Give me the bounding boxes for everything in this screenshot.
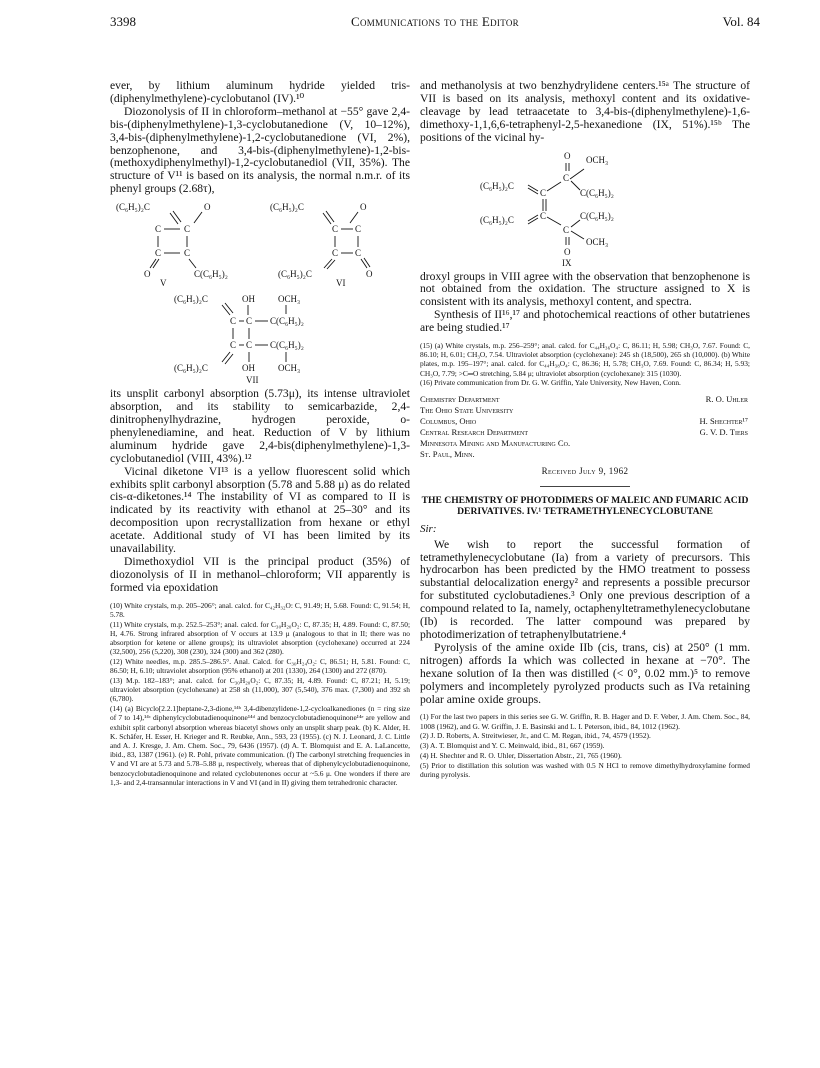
structure-label: C: [184, 248, 191, 259]
affiliation-line: Columbus, Ohio: [420, 415, 477, 426]
body-paragraph: droxyl groups in VIII agree with the observation that benzophenone is not obtained from the oxidation. The structure assigned to X is consistent with its analysis, methoxyl content, and spectra.: [420, 269, 750, 309]
affiliation-line: Chemistry Department: [420, 393, 500, 404]
affiliation-line: Central Research Department: [420, 426, 529, 437]
footnote: (16) Private communication from Dr. G. W. Griffin, Yale University, New Haven, Conn.: [420, 378, 681, 388]
body-paragraph: Synthesis of II¹⁶,¹⁷ and photochemical reactions of other butatrienes are being studied.¹⁷: [420, 308, 750, 335]
structure-label: OH: [242, 294, 255, 305]
footnote: (2) J. D. Roberts, A. Streitwieser, Jr., and C. M. Regan, ibid., 74, 4579 (1952).: [420, 731, 651, 741]
body-paragraph: Vicinal diketone VI¹³ is a yellow fluorescent solid which exhibits split carbonyl absorption (5.78 and 5.88 μ) as do related cis-α-diketones.¹⁴ The instability of VI as compared to II is indicated by its reactivity with ethanol at 25–30° and its decomposition upon recrystallization from hexane or ethyl acetate. Additional study of VI has been limited by its unavailability.: [110, 464, 410, 556]
structure-label: (C₆H₅)₂C: [480, 180, 514, 191]
page-number: 3398: [110, 14, 136, 29]
structure-label: OCH₃: [278, 294, 301, 305]
received-date: Received July 9, 1962: [541, 465, 629, 476]
right-column: [420, 80, 750, 780]
section-divider: [540, 486, 630, 487]
structure-label: OCH₃: [586, 154, 609, 165]
affiliation-line: Minnesota Mining and Manufacturing Co.: [420, 437, 571, 448]
structure-label: C: [563, 224, 570, 235]
footnote: (15) (a) White crystals, m.p. 256–259°; anal. calcd. for C₄₄H₃₆O₄: C, 86.11; H, 5.98; CH₃O, 7.67. Found: C, 86.10; H, 6.01; CH₃O, 7.54. Ultraviolet absorption (cyclohexane): 245 sh (18,500), 265 sh (10,000). (b) White plates, m.p. 195–197°; anal. calcd. for C₄₄H₃₈O₄: C, 86.36; H, 5.78; CH₃O, 7.69. Found: C, 86.34; H, 5.93; CH₃O, 7.79; >C═O stretching, 5.84 μ; ultraviolet absorption (cyclohexane): 315 (1030).: [420, 341, 750, 378]
footnote: (3) A. T. Blomquist and Y. C. Meinwald, ibid., 81, 667 (1959).: [420, 741, 605, 751]
structure-label: O: [564, 150, 571, 161]
affiliation-line: The Ohio State University: [420, 404, 514, 415]
structure-label: C: [184, 224, 191, 235]
structure-label: O: [144, 269, 151, 280]
structure-label: OCH₃: [278, 363, 301, 374]
structure-label: C: [155, 224, 162, 235]
structure-vii-diagram: [110, 292, 410, 384]
footnote: (14) (a) Bicyclo[2.2.1]heptane-2,3-dione,¹⁴ᵇ 3,4-dibenzylidene-1,2-cycloalkanediones (n = ring size of 7 to 14),¹⁴ᶜ diphenylcyclobutadienoquinone¹⁴ᵈ and benzocyclobutadienoquinone¹⁴ᵉ are yellow and exhibit split carbonyl absorption whereas biacetyl shows only an unsplit sharp peak. (b) K. Alder, H. K. Schäfer, H. Esser, H. Krieger and R. Reubke, Ann., 593, 23 (1955). (c) N. J. Leonard, J. C. Little and A. J. Kresge, J. Am. Chem. Soc., 79, 6436 (1957). (d) A. T. Blomquist and E. A. LaLancette, ibid., 83, 1387 (1961). (e) R. Pohl, private communication. (f) The carbonyl stretching frequencies in V and VI are at 5.73 and 5.78–5.88 μ, respectively, whereas that of diphenylcyclobutadienoquinone, benzocyclobutadienoquinone and related cyclobutenones occur at ~5.6 μ. One wonders if there are 1,3- and 2,4-transannular interactions in V and VI (and in II) giving them tetrahedronic character.: [110, 704, 410, 787]
affiliation-line: St. Paul, Minn.: [420, 448, 475, 459]
structure-label: C: [332, 224, 339, 235]
body-paragraph: Pyrolysis of the amine oxide IIb (cis, trans, cis) at 250° (1 mm. nitrogen) affords Ia which was collected in hexane at −70°. The hexane solution of Ia then was distilled (< 0°, 0.02 mm.)⁵ to remove polymers and incompletely pyrolyzed products such as IVa retaining polar amine oxide groups.: [420, 640, 750, 706]
structure-label: C(C₆H₅)₂: [194, 269, 228, 280]
footnote: (10) White crystals, m.p. 205–206°; anal. calcd. for C₄₂H₃₂O: C, 91.49; H, 5.68. Found: C, 91.54; H, 5.78.: [110, 600, 410, 619]
structure-v-vi-diagram: [110, 200, 410, 280]
body-paragraph: and methanolysis at two benzhydrylidene centers.¹⁵ᵃ The structure of VII is based on its analysis, methoxyl content and its oxidative-cleavage by lead tetraacetate to 3,4-bis-(diphenylmethylene)-1,6-dimethoxy-1,1,6,6-tetraphenyl-2,5-hexanedione (IX, 51%).¹⁵ᵇ The positions of the vicinal hy-: [420, 79, 750, 144]
footnote: (12) White needles, m.p. 285.5–286.5°. Anal. Calcd. for C₃₀H₂₄O₂: C, 86.51; H, 5.81. Found: C, 86.50; H, 6.10; ultraviolet absorption (95% ethanol) at 201 (1330), 264 (1300) and 272 (870).: [110, 657, 410, 676]
structure-label: C: [355, 248, 362, 259]
left-column: [110, 80, 410, 788]
footnote: (11) White crystals, m.p. 252.5–253°; anal. calcd. for C₃₀H₂₀O₂: C, 87.35; H, 4.89. Found: C, 87.50; H, 4.76. Strong infrared absorption of V occurs at 13.9 μ (analogous to that in II; there was no absorption for ketene or allene groups); its ultraviolet absorption (cyclohexane) occurred at 224 (32,500), 256 (5,220), 308 (230), 324 (300) and 362 (280).: [110, 619, 410, 657]
structure-label: O: [204, 202, 211, 213]
author-affiliation-block: [420, 394, 750, 460]
structure-label: (C₆H₅)₂C: [174, 363, 208, 374]
structure-label: C(C₆H₅)₂: [270, 340, 304, 351]
structure-label: (C₆H₅)₂C: [278, 269, 312, 280]
compound-label-vi: VI: [336, 278, 346, 289]
structure-label: C: [230, 340, 237, 351]
structure-label: C: [246, 340, 253, 351]
footnote: (4) H. Shechter and R. O. Uhler, Dissertation Abstr., 21, 765 (1960).: [420, 751, 622, 761]
structure-label: (C₆H₅)₂C: [270, 202, 304, 213]
footnote: (13) M.p. 182–183°; anal. calcd. for C₃₀H₂₀O₂: C, 87.35; H, 4.89. Found: C, 87.21; H, 5.19; ultraviolet absorption (cyclohexane) at 258 sh (11,000), 307 (5,540), 376 max. (7,300) and 392 sh (6,780).: [110, 676, 410, 704]
structure-label: C(C₆H₅)₂: [580, 187, 614, 198]
running-header: [110, 14, 760, 32]
body-paragraph: Dimethoxydiol VII is the principal product (35%) of diozonolysis of II in methanol–chloroform; VII apparently is formed via epoxidation: [110, 554, 410, 594]
body-paragraph: ever, by lithium aluminum hydride yielded tris-(diphenylmethylene)-cyclobutanol (IV).¹⁰: [110, 79, 410, 105]
article-title: THE CHEMISTRY OF PHOTODIMERS OF MALEIC AND FUMARIC ACID DERIVATIVES. IV.¹ TETRAMETHYLENECYCLOBUTANE: [421, 494, 749, 517]
salutation: Sir:: [420, 522, 437, 535]
author-name: H. Shechter¹⁷: [699, 415, 748, 426]
volume-number: Vol. 84: [722, 14, 760, 29]
structure-label: OCH₃: [586, 236, 609, 247]
structure-label: C: [332, 248, 339, 259]
body-paragraph: We wish to report the successful formation of tetramethylenecyclobutane (Ia) from a variety of precursors. This hydrocarbon has been predicted by the HMO treatment to possess substantial delocalization energy² and represents a possible precursor for substituted cyclobutadienes.³ Only one previous description of a compound related to Ia, namely, octaphenyltetramethylenecyclobutane (Ib) is recorded. The latter compound was prepared by photodimerization of tetraphenylbutatriene.⁴: [420, 537, 750, 642]
compound-label-vii: VII: [246, 375, 259, 385]
compound-label-ix: IX: [562, 257, 572, 267]
structure-v-vi-labels: [110, 278, 410, 288]
structure-label: C: [540, 210, 547, 221]
structure-label: C(C₆H₅)₂: [580, 210, 614, 221]
body-paragraph: its unsplit carbonyl absorption (5.73μ), its intense ultraviolet absorption, and its stability to semicarbazide, 2,4-dinitrophenylhydrazine, hydrogen peroxide, o-phenylenediamine, and heat. Reduction of V by lithium aluminum hydride gave 2,4-bis(diphenylmethylene)-1,3-cyclobutanediol (VIII, 43%).¹²: [110, 387, 410, 465]
compound-label-v: V: [160, 278, 167, 289]
structure-label: C: [540, 187, 547, 198]
structure-label: OH: [242, 363, 255, 374]
structure-label: (C₆H₅)₂C: [174, 294, 208, 305]
structure-label: O: [366, 269, 373, 280]
author-name: G. V. D. Tiers: [699, 426, 748, 437]
footnote: (5) Prior to distillation this solution was washed with 0.5 N HCl to remove dimethylhydroxylamine formed during pyrolysis.: [420, 760, 750, 780]
structure-label: C: [355, 224, 362, 235]
structure-ix-diagram: [420, 149, 750, 267]
structure-label: C: [230, 316, 237, 327]
body-paragraph: Diozonolysis of II in chloroform–methanol at −55° gave 2,4-bis-(diphenylmethylene)-1,3-cyclobutanedione (V, 10–12%), 3,4-bis-(diphenylmethylene)-1,2-cyclobutanedione (VI, 2%), benzophenone, and 3,4-bis-(diphenylmethylene)-1,2-bis-(methoxydiphenylmethyl)-1,2-cyclobutanediol (VII, 35%). The structure of V¹¹ is based on its analysis, the normal n.m.r. of its phenyl groups (2.68τ),: [110, 104, 410, 196]
structure-label: C: [246, 316, 253, 327]
author-name: R. O. Uhler: [705, 393, 748, 404]
structure-label: (C₆H₅)₂C: [480, 214, 514, 225]
footnote: (1) For the last two papers in this series see G. W. Griffin, R. B. Hager and D. F. Veber, J. Am. Chem. Soc., 84, 1008 (1962), and G. W. Griffin, J. E. Basinski and L. I. Peterson, ibid., 84, 1012 (1962).: [420, 712, 750, 731]
structure-label: O: [360, 202, 367, 213]
structure-label: C: [563, 172, 570, 183]
structure-label: O: [564, 246, 571, 257]
structure-label: (C₆H₅)₂C: [116, 202, 150, 213]
structure-label: C(C₆H₅)₂: [270, 316, 304, 327]
structure-label: C: [155, 248, 162, 259]
journal-section-title: Communications to the Editor: [351, 14, 519, 29]
